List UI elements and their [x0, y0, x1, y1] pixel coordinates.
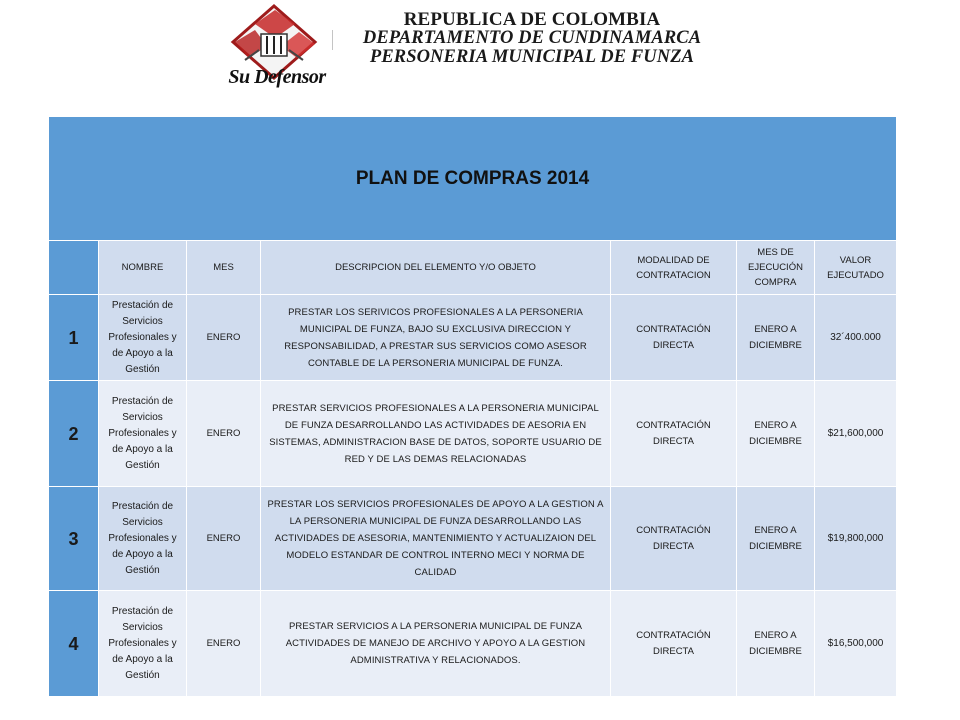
page-header — [0, 0, 960, 116]
row-name: Prestación de Servicios Profesionales y de Apoyo a la Gestión — [99, 487, 187, 591]
row-description: PRESTAR LOS SERVICIOS PROFESIONALES DE APOYO A LA GESTION A LA PERSONERIA MUNICIPAL DE FUNZA DESARROLLANDO LAS ACTIVIDADES DE ASESORIA, MANTENIMIENTO Y ACTUALIZAION DEL MODELO ESTANDAR DE CONTROL INTERNO MECI Y NORMA DE CALIDAD — [261, 487, 611, 591]
row-value: 32´400.000 — [815, 295, 897, 381]
personeria-logo — [215, 2, 333, 110]
row-description: PRESTAR SERVICIOS A LA PERSONERIA MUNICIPAL DE FUNZA ACTIVIDADES DE MANEJO DE ARCHIVO Y APOYO A LA GESTION ADMINISTRATIVA Y RELACIONADOS. — [261, 591, 611, 697]
logo-caption: Su Defensor — [228, 66, 326, 88]
table-row — [49, 381, 897, 487]
row-month: ENERO — [187, 381, 261, 487]
row-number: 1 — [49, 295, 99, 381]
row-month: ENERO — [187, 487, 261, 591]
table-row — [49, 591, 897, 697]
row-value: $16,500,000 — [815, 591, 897, 697]
column-header-description: DESCRIPCION DEL ELEMENTO Y/O OBJETO — [261, 241, 611, 295]
row-name: Prestación de Servicios Profesionales y de Apoyo a la Gestión — [99, 381, 187, 487]
country-line: REPUBLICA DE COLOMBIA — [403, 9, 661, 30]
row-execution-month: ENERO A DICIEMBRE — [737, 487, 815, 591]
table-title: PLAN DE COMPRAS 2014 — [49, 117, 897, 241]
row-modality: CONTRATACIÓN DIRECTA — [611, 591, 737, 697]
purchase-plan-table — [48, 116, 897, 697]
row-modality: CONTRATACIÓN DIRECTA — [611, 295, 737, 381]
entity-heading — [352, 10, 712, 67]
column-header-modality: MODALIDAD DE CONTRATACION — [611, 241, 737, 295]
row-execution-month: ENERO A DICIEMBRE — [737, 295, 815, 381]
number-column-header — [49, 241, 99, 295]
row-number: 3 — [49, 487, 99, 591]
row-execution-month: ENERO A DICIEMBRE — [737, 591, 815, 697]
row-month: ENERO — [187, 591, 261, 697]
row-execution-month: ENERO A DICIEMBRE — [737, 381, 815, 487]
table-row — [49, 295, 897, 381]
row-name: Prestación de Servicios Profesionales y de Apoyo a la Gestión — [99, 591, 187, 697]
row-description: PRESTAR SERVICIOS PROFESIONALES A LA PERSONERIA MUNICIPAL DE FUNZA DESARROLLANDO LAS ACTIVIDADES DE AESORIA EN SISTEMAS, ADMINISTRACION BASE DE DATOS, SOPORTE USUARIO DE RED Y DE LAS DEMAS RELACIONADAS — [261, 381, 611, 487]
table-row — [49, 487, 897, 591]
column-header-name: NOMBRE — [99, 241, 187, 295]
entity-line: PERSONERIA MUNICIPAL DE FUNZA — [369, 47, 695, 67]
header-row — [49, 241, 897, 295]
row-value: $19,800,000 — [815, 487, 897, 591]
row-number: 2 — [49, 381, 99, 487]
column-header-execution-month: MES DE EJECUCIÓN COMPRA — [737, 241, 815, 295]
row-value: $21,600,000 — [815, 381, 897, 487]
column-header-value: VALOR EJECUTADO — [815, 241, 897, 295]
row-month: ENERO — [187, 295, 261, 381]
column-header-month: MES — [187, 241, 261, 295]
row-name: Prestación de Servicios Profesionales y de Apoyo a la Gestión — [99, 295, 187, 381]
row-number: 4 — [49, 591, 99, 697]
row-description: PRESTAR LOS SERIVICOS PROFESIONALES A LA PERSONERIA MUNICIPAL DE FUNZA, BAJO SU EXCLUSIVA DIRECCION Y RESPONSABILIDAD, A PRESTAR SUS SERVICIOS COMO ASESOR CONTABLE DE LA PERSONERIA MUNICIPAL DE FUNZA. — [261, 295, 611, 381]
row-modality: CONTRATACIÓN DIRECTA — [611, 487, 737, 591]
department-line: DEPARTAMENTO DE CUNDINAMARCA — [362, 28, 702, 48]
row-modality: CONTRATACIÓN DIRECTA — [611, 381, 737, 487]
title-row — [49, 117, 897, 241]
